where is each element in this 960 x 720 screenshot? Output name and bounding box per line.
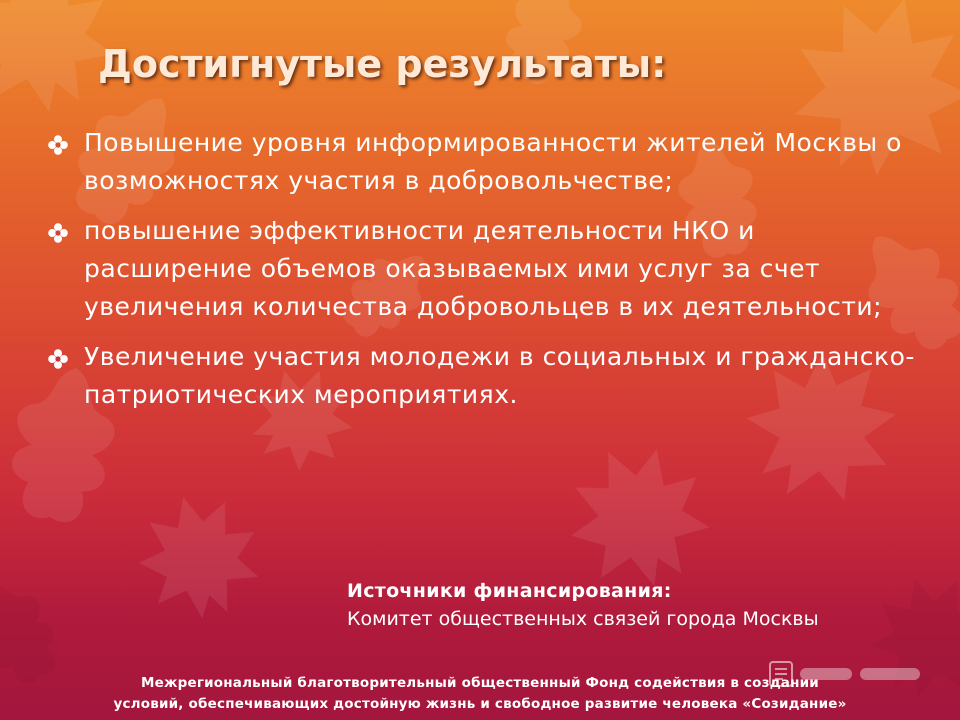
results-list	[48, 124, 928, 426]
footer-line: условий, обеспечивающих достойную жизнь и свободное развитие человека «Созидание»	[113, 696, 847, 712]
footer	[0, 673, 960, 715]
bullet-text: Повышение уровня информированности жителей Москвы о возможностях участия в добровольчестве;	[84, 128, 902, 195]
footer-line: Межрегиональный благотворительный общественный Фонд содействия в создании	[141, 675, 819, 691]
flower-bullet-icon	[48, 135, 68, 155]
funding-body: Комитет общественных связей города Москвы	[347, 608, 819, 630]
list-item	[48, 212, 928, 326]
bullet-text: Увеличение участия молодежи в социальных и гражданско-патриотических мероприятиях.	[84, 342, 915, 409]
flower-bullet-icon	[48, 223, 68, 243]
slide-title: Достигнутые результаты:	[98, 42, 667, 86]
funding-sources	[347, 578, 819, 634]
funding-heading: Источники финансирования:	[347, 580, 672, 602]
bullet-text: повышение эффективности деятельности НКО и расширение объемов оказываемых ими услуг за счет увеличения количества добровольцев в их деятельности;	[84, 216, 883, 321]
flower-bullet-icon	[48, 349, 68, 369]
list-item	[48, 338, 928, 414]
list-item	[48, 124, 928, 200]
